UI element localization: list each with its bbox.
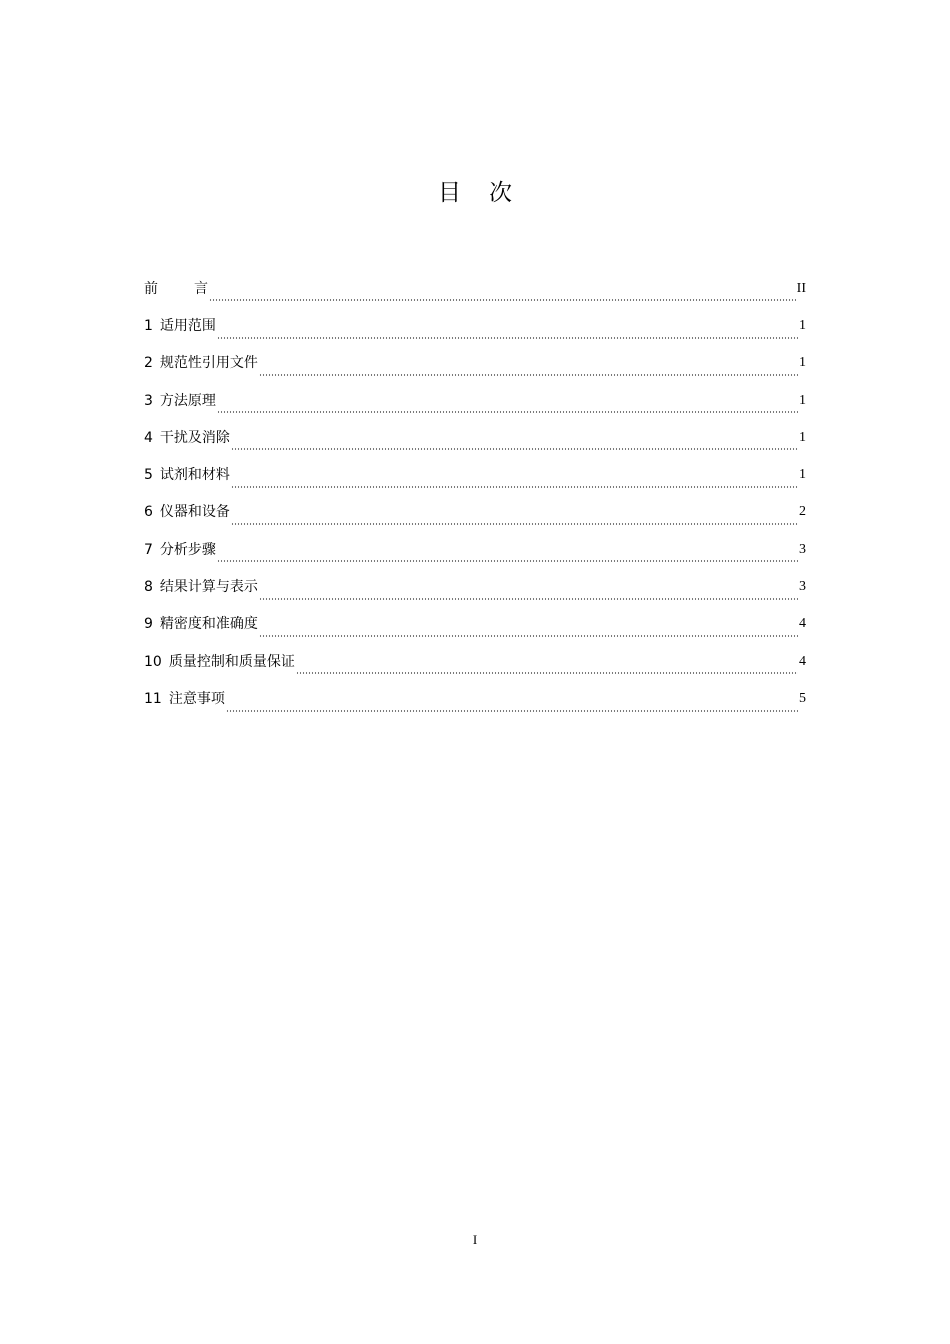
page-number: I — [472, 1232, 478, 1247]
toc-entry-8[interactable] — [144, 568, 806, 605]
toc-entry-text: 干扰及消除 — [159, 429, 230, 446]
toc-dot-leader — [259, 598, 798, 600]
toc-entry-text: 方法原理 — [159, 392, 216, 409]
toc-entry-label — [144, 542, 216, 558]
toc-entry-text: 适用范围 — [159, 317, 216, 334]
toc-entry-9[interactable] — [144, 606, 806, 643]
page-title-char-1: 目 — [438, 180, 461, 206]
toc-entry-text: 分析步骤 — [159, 541, 216, 558]
toc-entry-page: II — [796, 280, 806, 296]
toc-entry-text: 注意事项 — [168, 690, 225, 707]
toc-entry-number: 7 — [144, 541, 153, 558]
toc-dot-leader — [209, 299, 796, 301]
toc-dot-leader — [231, 486, 798, 488]
toc-dot-leader — [217, 411, 798, 413]
toc-entry-label — [144, 654, 295, 670]
toc-entry-label — [144, 579, 258, 595]
toc-entry-number: 2 — [144, 355, 153, 372]
toc-entry-text: 试剂和材料 — [159, 467, 230, 484]
toc-dot-leader — [259, 374, 798, 376]
toc-entry-text: 结果计算与表示 — [159, 579, 258, 596]
toc-entry-page: 3 — [799, 579, 806, 595]
toc-entry-page: 2 — [799, 504, 806, 520]
toc-entry-page: 4 — [799, 653, 806, 669]
toc-preface-char-1: 前 — [144, 280, 158, 297]
toc-entry-label — [144, 616, 258, 632]
toc-entry-label — [144, 430, 230, 446]
toc-entry-text: 精密度和准确度 — [159, 616, 258, 633]
toc-entry-number: 10 — [144, 653, 162, 670]
toc-entry-6[interactable] — [144, 494, 806, 531]
toc-entry-text: 规范性引用文件 — [159, 355, 258, 372]
table-of-contents — [144, 270, 806, 718]
toc-preface-char-2: 言 — [194, 280, 208, 297]
toc-entry-11[interactable] — [144, 680, 806, 717]
toc-dot-leader — [217, 560, 798, 562]
toc-dot-leader — [226, 710, 798, 712]
toc-dot-leader — [217, 337, 798, 339]
toc-entry-page: 5 — [799, 690, 806, 706]
toc-entry-label — [144, 318, 216, 334]
toc-entry-number: 9 — [144, 616, 153, 633]
toc-dot-leader — [231, 523, 798, 525]
toc-dot-leader — [259, 635, 798, 637]
toc-entry-page: 1 — [799, 467, 806, 483]
toc-entry-2[interactable] — [144, 345, 806, 382]
toc-entry-page: 1 — [799, 429, 806, 445]
toc-entry-label — [144, 281, 208, 297]
toc-entry-page: 1 — [799, 317, 806, 333]
toc-entry-7[interactable] — [144, 531, 806, 568]
toc-entry-1[interactable] — [144, 307, 806, 344]
toc-entry-5[interactable] — [144, 456, 806, 493]
toc-dot-leader — [231, 448, 798, 450]
toc-entry-3[interactable] — [144, 382, 806, 419]
toc-entry-number: 3 — [144, 392, 153, 409]
toc-dot-leader — [296, 672, 798, 674]
toc-entry-number: 11 — [144, 690, 162, 707]
toc-entry-text: 仪器和设备 — [159, 504, 230, 521]
toc-entry-page: 1 — [799, 355, 806, 371]
toc-entry-label — [144, 691, 225, 707]
toc-entry-preface[interactable] — [144, 270, 806, 307]
page-title-char-2: 次 — [489, 180, 512, 206]
toc-entry-label — [144, 504, 230, 520]
toc-entry-number: 8 — [144, 579, 153, 596]
toc-entry-label — [144, 467, 230, 483]
toc-entry-number: 5 — [144, 467, 153, 484]
toc-entry-label — [144, 393, 216, 409]
toc-entry-page: 1 — [799, 392, 806, 408]
toc-entry-number: 4 — [144, 429, 153, 446]
toc-entry-number: 1 — [144, 317, 153, 334]
toc-entry-4[interactable] — [144, 419, 806, 456]
page-title — [0, 174, 950, 207]
toc-entry-page: 3 — [799, 541, 806, 557]
toc-entry-10[interactable] — [144, 643, 806, 680]
toc-entry-number: 6 — [144, 504, 153, 521]
toc-entry-label — [144, 355, 258, 371]
toc-entry-page: 4 — [799, 616, 806, 632]
toc-entry-text: 质量控制和质量保证 — [168, 653, 295, 670]
